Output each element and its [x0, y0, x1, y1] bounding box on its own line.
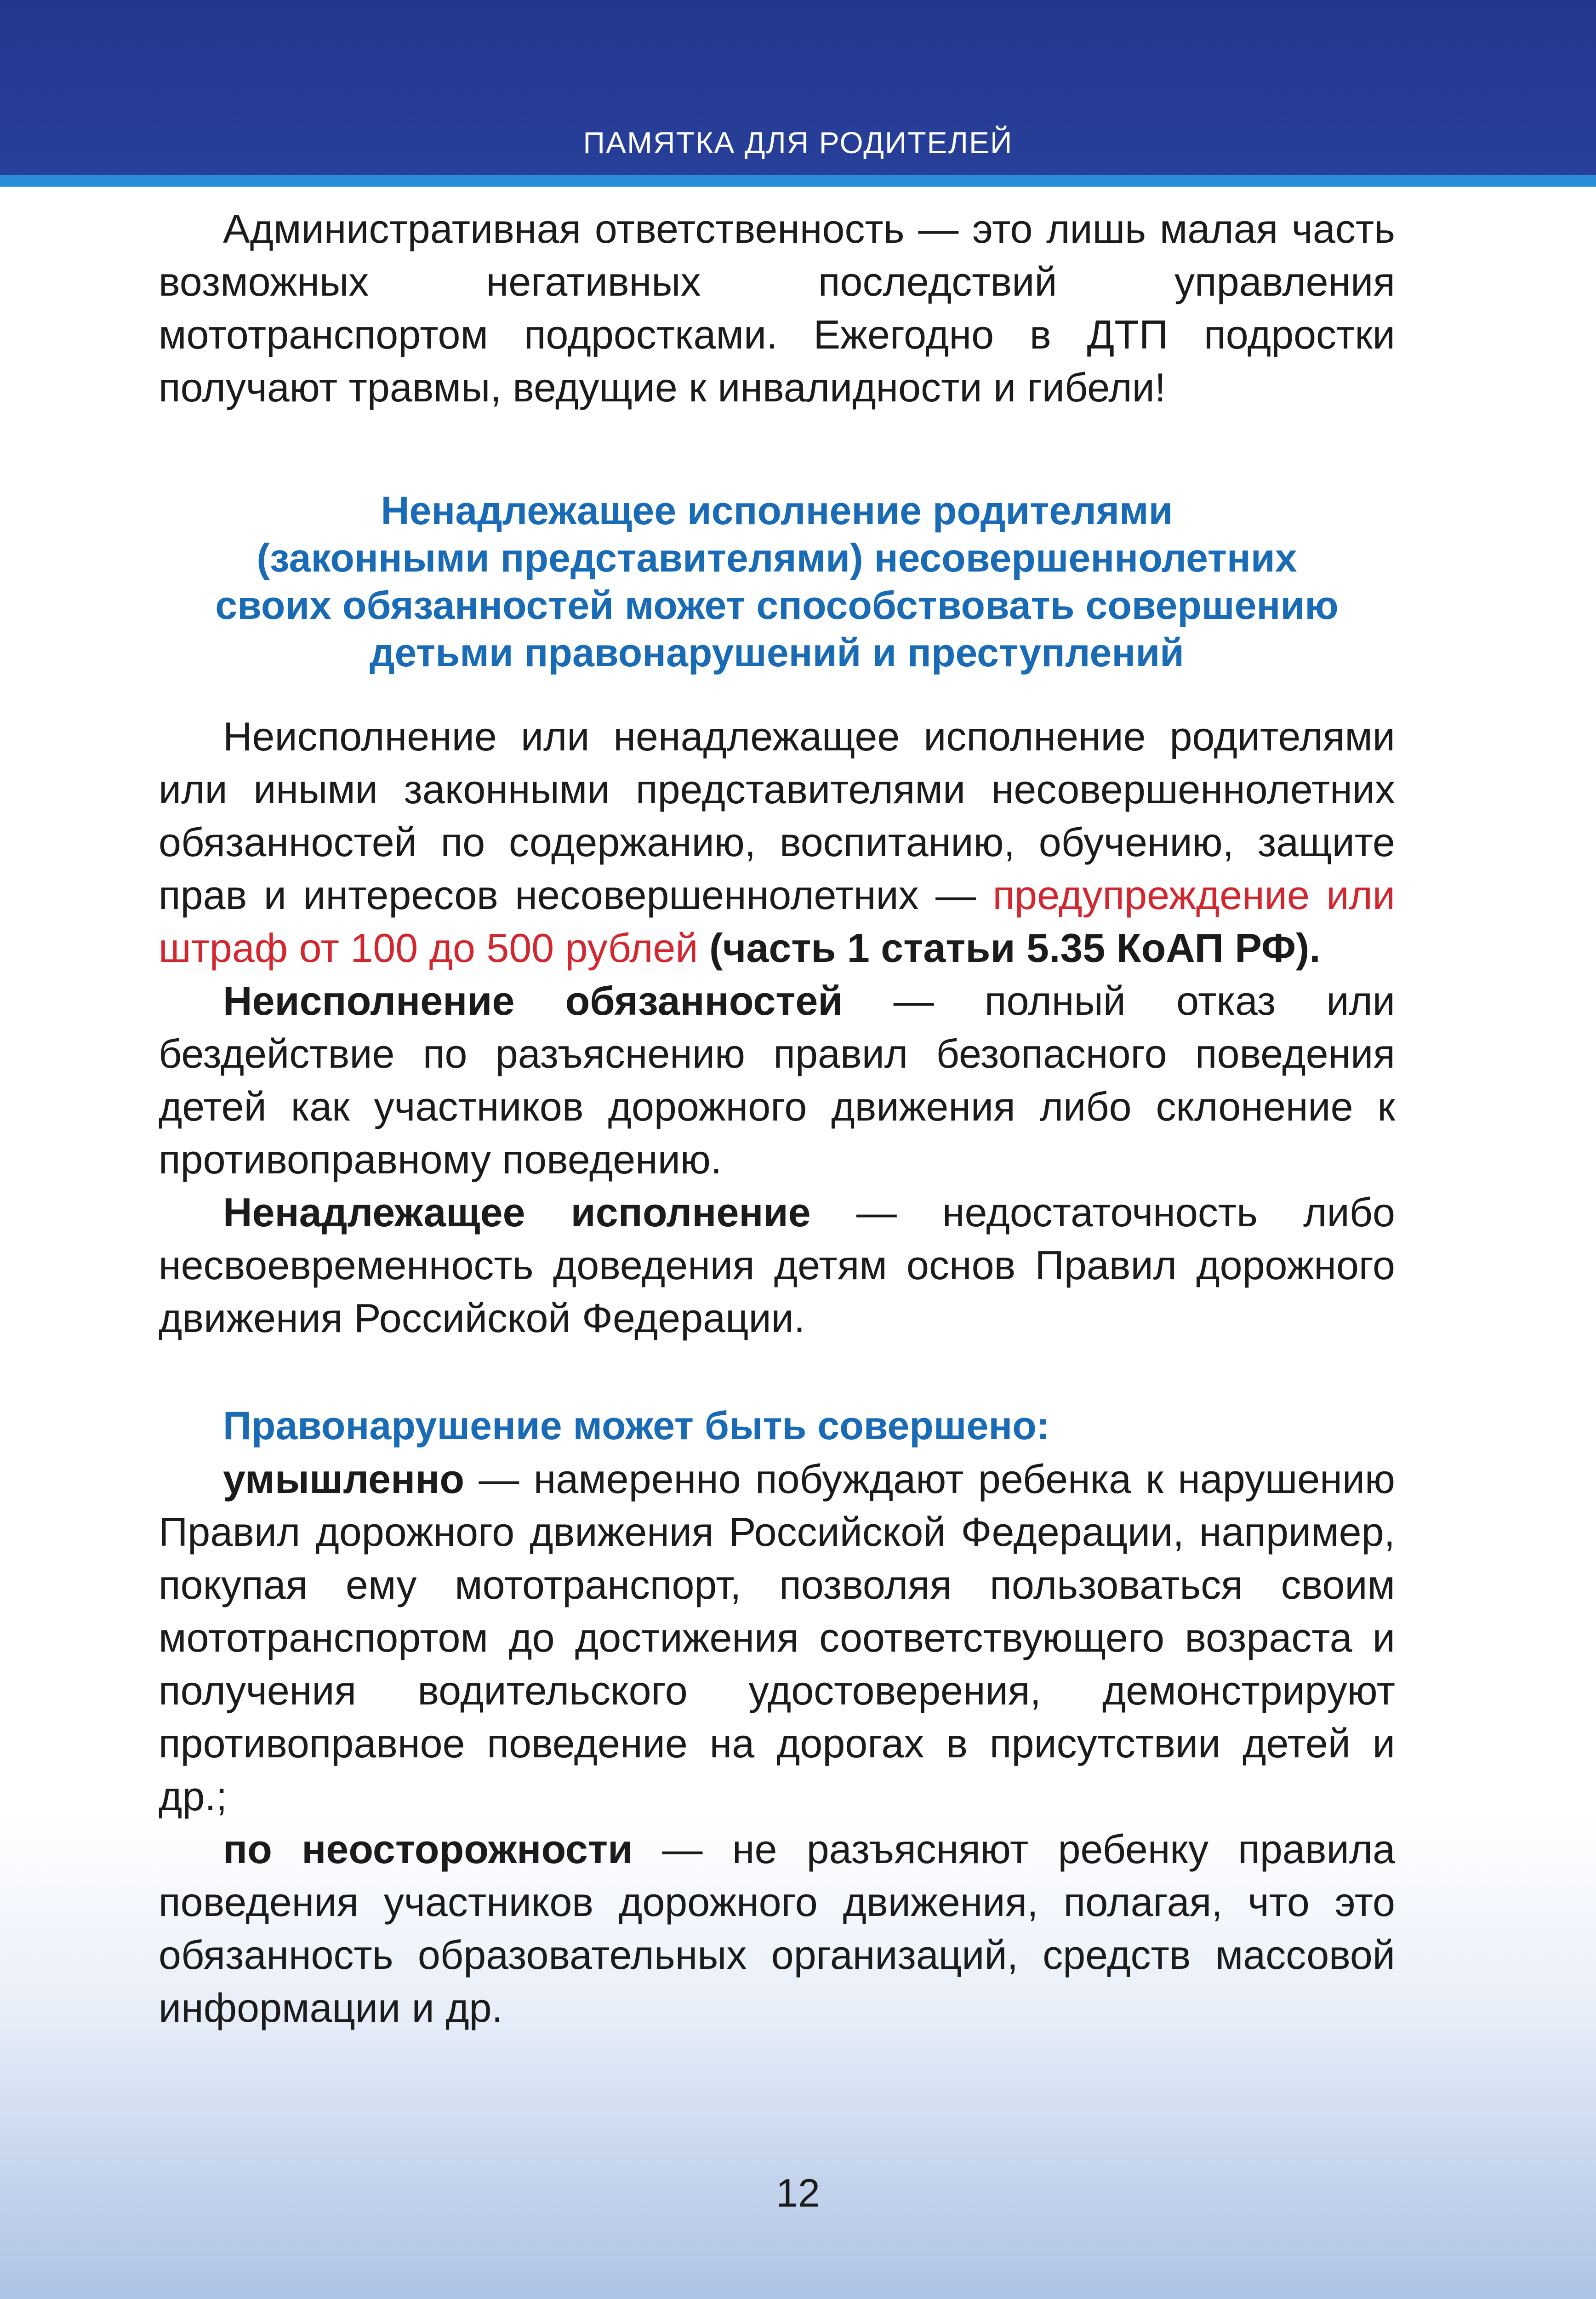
header-title: ПАМЯТКА ДЛЯ РОДИТЕЛЕЙ	[583, 126, 1013, 160]
section1-heading-line1: Ненадлежащее исполнение родителями	[381, 489, 1173, 533]
header-stripe	[0, 175, 1596, 187]
section2-para1-text: — намеренно побуждают ребенка к нарушению Правил дорожного движения Российской Федерации, например, покупая ему мототранспорт, позволяя пользоваться своим мототранспортом до достижения соответствующего возраста и получения водительского удостоверения, демонстрируют противоправное поведение на дорогах в присутствии детей и др.;	[159, 1456, 1395, 1819]
section1-heading-line4: детьми правонарушений и преступлений	[369, 631, 1185, 675]
section1-paragraph-2	[159, 974, 1395, 1186]
section1-para1-law-reference: (часть 1 статьи 5.35 КоАП РФ).	[709, 925, 1321, 971]
section1-heading-line2: (законными представителями) несовершеннолетних	[256, 536, 1297, 580]
page-content	[159, 202, 1395, 2034]
section2-paragraph-2	[159, 1823, 1395, 2034]
section2-heading: Правонарушение может быть совершено:	[223, 1404, 1050, 1448]
section2-para2-text: — не разъясняют ребенку правила поведения участников дорожного движения, полагая, что это обязанность образовательных организаций, средств массовой информации и др.	[159, 1826, 1396, 2030]
section1-heading-line3: своих обязанностей может способствовать совершению	[215, 583, 1339, 628]
section1-para1-text: Неисполнение или ненадлежащее исполнение родителями или иными законными представителями несовершеннолетних обязанностей по содержанию, воспитанию, обучению, защите прав и интересов несовершеннолетних —	[159, 714, 1395, 918]
section1-paragraph-1	[159, 710, 1395, 974]
section1-para3-term: Ненадлежащее исполнение	[223, 1190, 811, 1235]
section1-para2-text: — полный отказ или бездействие по разъяснению правил безопасного поведения детей как участников дорожного движения либо склонение к противоправному поведению.	[159, 978, 1396, 1182]
page-number: 12	[776, 2171, 820, 2215]
section1-para2-term: Неисполнение обязанностей	[223, 978, 843, 1024]
section1-para1-penalty: предупреждение или штраф от 100 до 500 рублей	[159, 872, 1395, 971]
section1-para3-text: — недостаточность либо несвоевременность доведения детям основ Правил дорожного движения Российской Федерации.	[159, 1190, 1395, 1341]
section1-paragraph-3	[159, 1186, 1395, 1344]
section2-paragraph-1	[159, 1453, 1395, 1823]
section2-para2-term: по неосторожности	[223, 1826, 633, 1872]
intro-text: Административная ответственность — это лишь малая часть возможных негативных последствий управления мототранспортом подростками. Ежегодно в ДТП подростки получают травмы, ведущие к инвалидности и гибели!	[159, 206, 1395, 410]
section2-para1-term: умышленно	[223, 1456, 465, 1502]
section1-heading	[159, 487, 1395, 677]
intro-paragraph	[159, 202, 1395, 414]
